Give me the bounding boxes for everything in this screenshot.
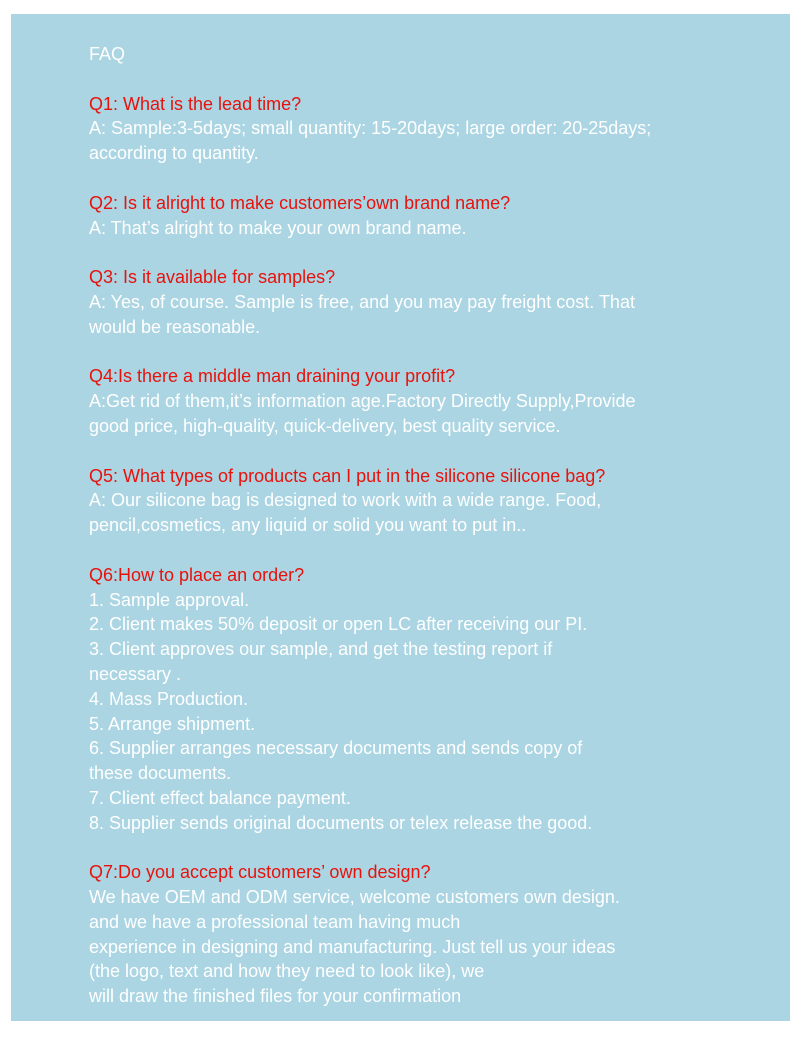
- faq-answer-line: 3. Client approves our sample, and get the testing report if: [89, 639, 553, 660]
- faq-answer-line: 7. Client effect balance payment.: [89, 787, 351, 808]
- faq-item-q7: [89, 860, 789, 1009]
- faq-question: Q4:Is there a middle man draining your profit?: [89, 366, 456, 387]
- faq-answer-line: A: Our silicone bag is designed to work with a wide range. Food,: [89, 490, 602, 511]
- faq-question: Q1: What is the lead time?: [89, 93, 302, 114]
- faq-answer-line: would be reasonable.: [89, 316, 261, 337]
- faq-answer-line: 6. Supplier arranges necessary documents and sends copy of: [89, 738, 583, 759]
- faq-question: Q2: Is it alright to make customers’own brand name?: [89, 192, 511, 213]
- faq-answer-line: We have OEM and ODM service, welcome customers own design.: [89, 887, 620, 908]
- faq-title: FAQ: [89, 44, 126, 64]
- faq-item-q3: [89, 265, 789, 339]
- faq-item-q6: [89, 563, 789, 836]
- faq-question: Q5: What types of products can I put in the silicone silicone bag?: [89, 465, 606, 486]
- faq-answer-line: A: Yes, of course. Sample is free, and you may pay freight cost. That: [89, 291, 635, 312]
- faq-answer-line: according to quantity.: [89, 143, 259, 164]
- faq-answer-line: 8. Supplier sends original documents or telex release the good.: [89, 812, 593, 833]
- faq-item-q2: [89, 191, 789, 241]
- faq-answer-line: will draw the finished files for your confirmation: [89, 986, 462, 1007]
- faq-question: Q3: Is it available for samples?: [89, 267, 336, 288]
- faq-answer-line: pencil,cosmetics, any liquid or solid you want to put in..: [89, 515, 527, 536]
- faq-question: Q6:How to place an order?: [89, 564, 305, 585]
- faq-item-q5: [89, 464, 789, 538]
- faq-answer-line: 5. Arrange shipment.: [89, 713, 256, 734]
- faq-answer-line: these documents.: [89, 763, 232, 784]
- faq-answer-line: good price, high-quality, quick-delivery, best quality service.: [89, 415, 561, 436]
- faq-answer-line: 4. Mass Production.: [89, 688, 249, 709]
- faq-panel: [11, 14, 790, 1021]
- faq-item-q4: [89, 364, 789, 438]
- faq-answer-line: 1. Sample approval.: [89, 589, 250, 610]
- faq-answer-line: 2. Client makes 50% deposit or open LC after receiving our PI.: [89, 614, 588, 635]
- faq-answer-line: (the logo, text and how they need to look like), we: [89, 961, 485, 982]
- faq-answer-line: A: That’s alright to make your own brand name.: [89, 217, 467, 238]
- faq-question: Q7:Do you accept customers’ own design?: [89, 862, 431, 883]
- faq-answer-line: experience in designing and manufacturing. Just tell us your ideas: [89, 936, 616, 957]
- faq-answer-line: necessary .: [89, 663, 182, 684]
- faq-content: [89, 42, 789, 1009]
- faq-list: [89, 92, 789, 1009]
- faq-answer-line: A: Sample:3-5days; small quantity: 15-20days; large order: 20-25days;: [89, 118, 652, 139]
- faq-answer-line: and we have a professional team having much: [89, 911, 461, 932]
- faq-item-q1: [89, 92, 789, 166]
- faq-answer-line: A:Get rid of them,it’s information age.Factory Directly Supply,Provide: [89, 391, 636, 412]
